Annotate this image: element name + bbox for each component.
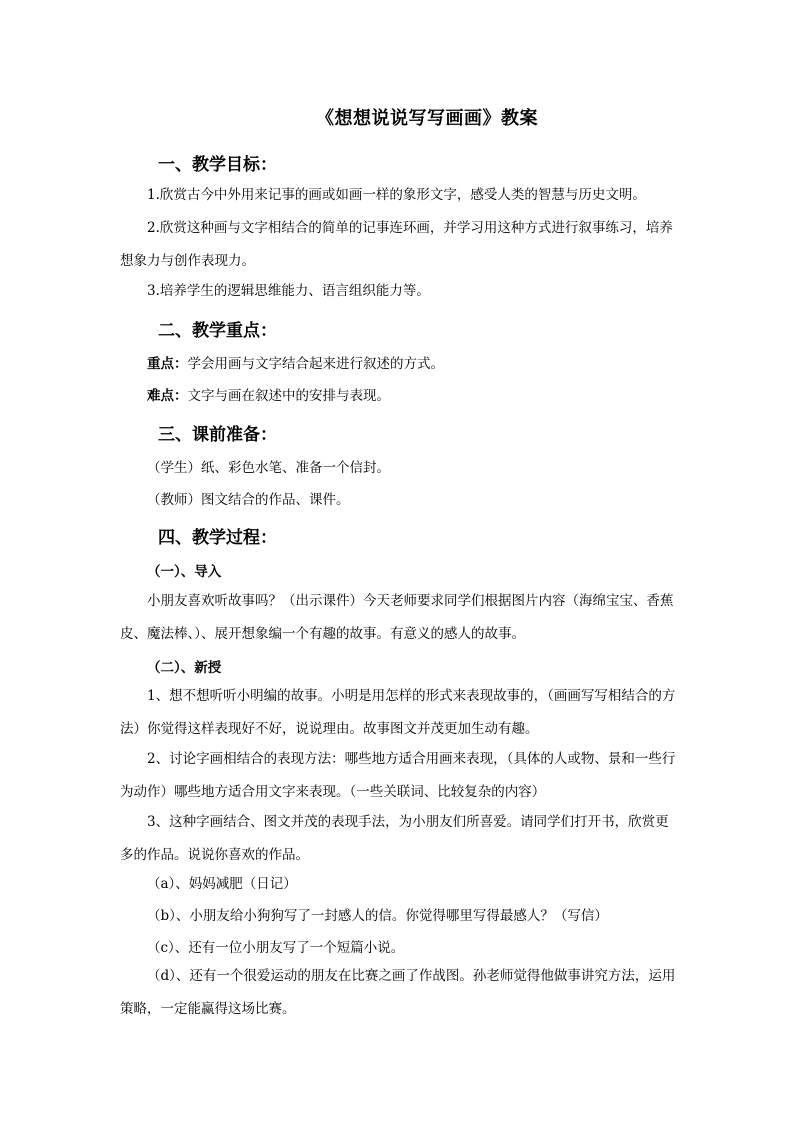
part2-heading: （二）、新授	[147, 660, 222, 676]
difficulty-label: 难点：	[147, 388, 188, 404]
goal-item: 2.欣赏这种画与文字相结合的简单的记事连环画，并学习用这种方式进行叙事练习，培养想象力与创作表现力。	[120, 220, 673, 269]
example-item: （d）、还有一个很爱运动的朋友在比赛之画了作战图。孙老师觉得他做事讲究方法，运用策略，一定能赢得这场比赛。	[120, 968, 676, 1017]
goal-item: 1.欣赏古今中外用来记事的画或如画一样的象形文字，感受人类的智慧与历史文明。	[147, 187, 646, 203]
focus-label: 重点：	[147, 356, 188, 372]
difficulty-text: 文字与画在叙述中的安排与表现。	[187, 388, 390, 404]
example-item: （a）、妈妈减肥（日记）	[147, 876, 297, 892]
focus-text: 学会用画与文字结合起来进行叙述的方式。	[187, 356, 444, 372]
difficulty-line	[147, 384, 390, 404]
part2-item: 1、想不想听听小明编的故事。小明是用怎样的形式来表现故事的，（画画写写相结合的方法）你觉得这样表现好不好，说说理由。故事图文并茂更加生动有趣。	[120, 688, 676, 737]
part1-heading: （一）、导入	[147, 564, 222, 580]
teacher-prep: （教师）图文结合的作品、课件。	[147, 492, 350, 508]
process-heading: 四、教学过程：	[158, 528, 277, 548]
part2-item: 2、讨论字画相结合的表现方法：哪些地方适合用画来表现，（具体的人或物、景和一些行为动作）哪些地方适合用文字来表现。（一些关联词、比较复杂的内容）	[120, 751, 676, 800]
focus-line	[147, 352, 444, 372]
part1-text: 小朋友喜欢听故事吗？（出示课件）今天老师要求同学们根据图片内容（海绵宝宝、香蕉皮、魔法棒、）、展开想象编一个有趣的故事。有意义的感人的故事。	[120, 593, 674, 642]
preparation-heading: 三、课前准备：	[158, 425, 277, 445]
student-prep: （学生）纸、彩色水笔、准备一个信封。	[147, 460, 390, 476]
goal-item: 3.培养学生的逻辑思维能力、语言组织能力等。	[147, 283, 430, 299]
goals-heading: 一、教学目标：	[158, 155, 277, 175]
example-item: （b）、小朋友给小狗狗写了一封感人的信。你觉得哪里写得最感人？（写信）	[147, 908, 608, 924]
document-title: 《想想说说写写画画》教案	[316, 108, 538, 129]
example-item: （c）、还有一位小朋友写了一个短篇小说。	[147, 940, 405, 956]
key-points-heading: 二、教学重点：	[158, 321, 277, 341]
part2-item: 3、这种字画结合、图文并茂的表现手法，为小朋友们所喜爱。请同学们打开书，欣赏更多的作品。说说你喜欢的作品。	[120, 814, 669, 863]
